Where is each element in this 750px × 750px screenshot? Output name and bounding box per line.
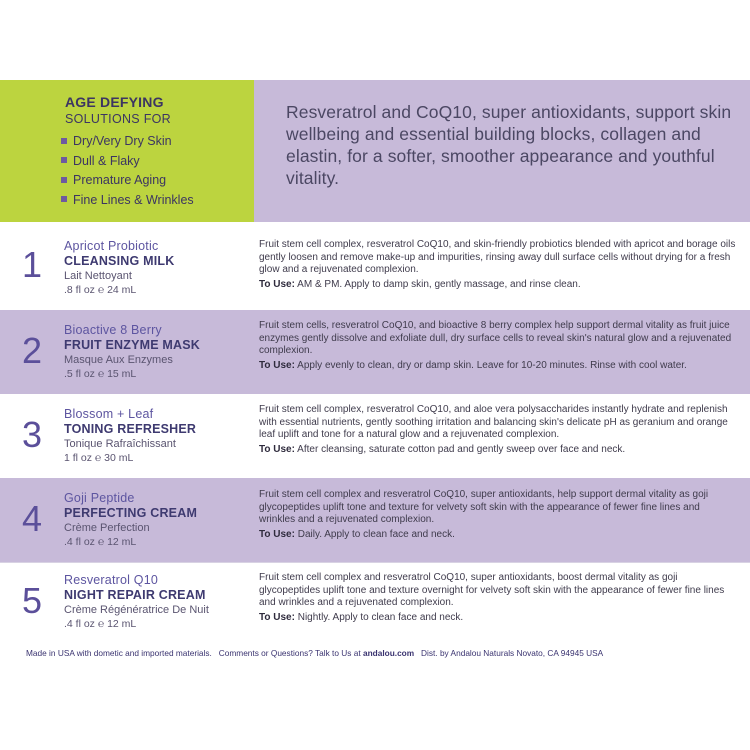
product-name: Bioactive 8 Berry FRUIT ENZYME MASK Masque Aux Enzymes .5 fl oz ℮ 15 mL: [64, 323, 201, 380]
website-link[interactable]: andalou.com: [362, 648, 415, 658]
footer: [26, 648, 741, 658]
square-bullet-icon: [61, 177, 67, 183]
intro-panel: [254, 80, 750, 222]
concern-item: Fine Lines & Wrinkles: [61, 191, 194, 211]
concern-item: Premature Aging: [61, 171, 194, 191]
product-name: Apricot Probiotic CLEANSING MILK Lait Nettoyant .8 fl oz ℮ 24 mL: [64, 239, 175, 296]
concern-item: Dry/Very Dry Skin: [61, 132, 194, 152]
concern-item: Dull & Flaky: [61, 152, 194, 172]
product-name: Goji Peptide PERFECTING CREAM Crème Perfection .4 fl oz ℮ 12 mL: [64, 491, 198, 548]
square-bullet-icon: [61, 138, 67, 144]
square-bullet-icon: [61, 196, 67, 202]
step-number: 3: [22, 414, 43, 455]
distributor-text: Dist. by Andalou Naturals Novato, CA 94945 USA: [421, 648, 604, 658]
age-defying-title: AGE DEFYING: [65, 94, 164, 110]
product-row-1: [0, 222, 750, 310]
header-banner: [0, 80, 750, 222]
step-number: 4: [22, 498, 43, 539]
product-row-3: [0, 394, 750, 478]
product-description: Fruit stem cell complex, resveratrol CoQ10, and aloe vera polysaccharides instantly hydrate and replenish with essential nutrients, gently soothing irritation and balancing skin's delicate pH as geranium and orange leaf uplift and tone for a natural glow and a rejuvenated complexion. To Use: After cleansing, saturate cotton pad and gently sweep over face and neck.: [259, 404, 728, 455]
product-name: Blossom + Leaf TONING REFRESHER Tonique Rafraîchissant 1 fl oz ℮ 30 mL: [64, 407, 197, 464]
product-name: Resveratrol Q10 NIGHT REPAIR CREAM Crème Régénératrice De Nuit .4 fl oz ℮ 12 mL: [64, 573, 209, 630]
product-description: Fruit stem cells, resveratrol CoQ10, and bioactive 8 berry complex help support dermal vitality as fruit juice enzymes gently dissolve and exfoliate dull, dry surface cells to reveal skin's natural glow and a rejuvenated complexion. To Use: Apply evenly to clean, dry or damp skin. Leave for 10-20 minutes. Rinse with cool water.: [259, 320, 732, 371]
divider: [0, 562, 750, 563]
made-in-text: Made in USA with dometic and imported materials.: [26, 648, 212, 658]
step-number: 2: [22, 330, 43, 371]
product-description: Fruit stem cell complex and resveratrol CoQ10, super antioxidants, help support dermal vitality as goji glycopeptides uplift tone and texture for velvety soft skin with the appearance of fewer fine lines and wrinkles and a rejuvenated complexion. To Use: Daily. Apply to clean face and neck.: [259, 489, 709, 540]
solutions-subtitle: SOLUTIONS FOR: [65, 112, 171, 126]
intro-text: Resveratrol and CoQ10, super antioxidants, support skin wellbeing and essential building blocks, collagen and elastin, for a softer, smoother appearance and youthful vitality.: [286, 102, 732, 188]
product-description: Fruit stem cell complex, resveratrol CoQ10, and skin-friendly probiotics blended with apricot and borage oils gently loosen and remove make-up and impurities, rinsing away dull surface cells without drying for a fresh glow and a rejuvenated complexion. To Use: AM & PM. Apply to damp skin, gently massage, and rinse clean.: [259, 239, 736, 290]
product-row-5: [0, 562, 750, 640]
product-row-2: [0, 310, 750, 394]
step-number: 5: [22, 580, 43, 621]
questions-text: Comments or Questions? Talk to Us at: [218, 648, 361, 658]
step-number: 1: [22, 244, 43, 285]
square-bullet-icon: [61, 157, 67, 163]
solutions-panel: [0, 80, 254, 222]
product-description: Fruit stem cell complex and resveratrol CoQ10, super antioxidants, boost dermal vitality as goji glycopeptides uplift tone and texture overnight for velvety soft skin with the appearance of fewer fine lines and wrinkles and a rejuvenated complexion. To Use: Nightly. Apply to clean face and neck.: [259, 572, 725, 623]
concerns-list: [61, 132, 194, 210]
product-row-4: [0, 478, 750, 562]
